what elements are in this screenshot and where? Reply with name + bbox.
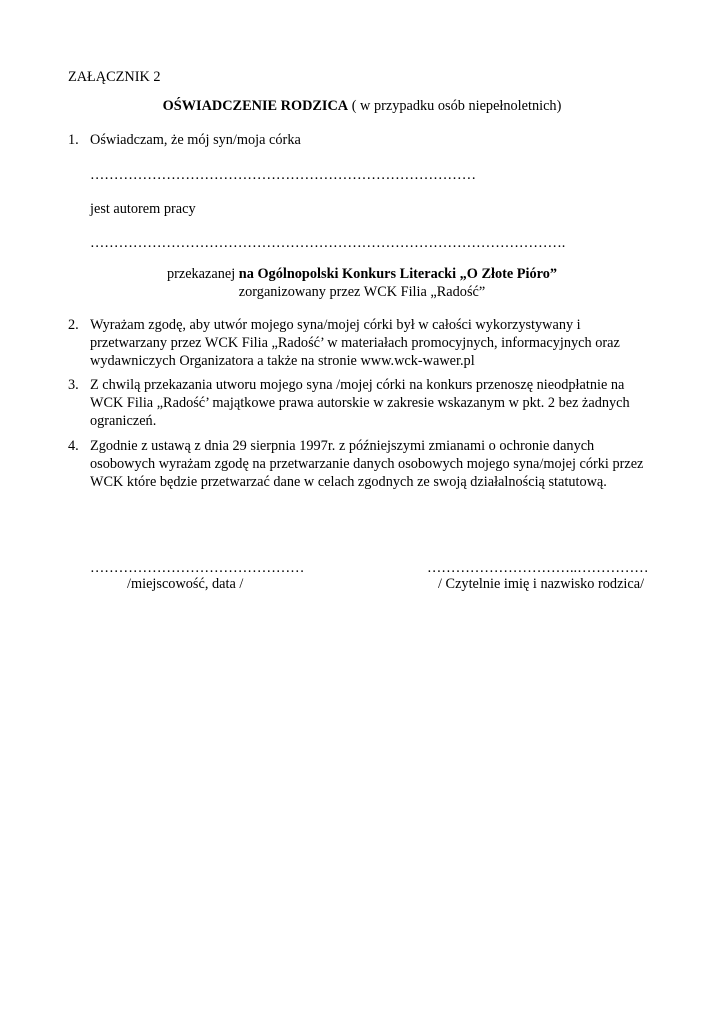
place-date-label: /miejscowość, data / — [127, 576, 244, 592]
item-4-number: 4. — [68, 438, 79, 454]
item-1-text: Oświadczam, że mój syn/moja córka — [90, 132, 301, 148]
item-4-text: Zgodnie z ustawą z dnia 29 sierpnia 1997r. z późniejszymi zmianami o ochronie danych osobowych wyrażam zgodę na przetwarzanie danych osobowych mojego syna/mojej córki przez WCK które będzie przetwarzać dane w celach zgodnych ze swoją działalnością statutową. — [90, 438, 644, 490]
item-3-text: Z chwilą przekazania utworu mojego syna /mojej córki na konkurs przenoszę nieodpłatnie na WCK Filia „Radość’ majątkowe prawa autorskie w zakresie wskazanym w pkt. 2 bez żadnych ograniczeń. — [90, 377, 630, 429]
parent-signature-line: …………………………..…………… — [427, 560, 649, 576]
work-title-line: ………………………………………………………………………………………. — [90, 235, 566, 251]
item-2-text: Wyrażam zgodę, aby utwór mojego syna/mojej córki był w całości wykorzystywany i przetwarzany przez WCK Filia „Radość’ w materiałach promocyjnych, informacyjnych oraz wydawniczych Organizatora a także na stronie www.wck-wawer.pl — [90, 317, 620, 369]
document-title — [0, 97, 724, 115]
item-1-number: 1. — [68, 132, 79, 148]
item-2-number: 2. — [68, 317, 79, 333]
item-3-number: 3. — [68, 377, 79, 393]
contest-name: na Ogólnopolski Konkurs Literacki „O Złote Pióro” — [238, 266, 558, 282]
title-note: ( w przypadku osób niepełnoletnich) — [348, 98, 562, 114]
attachment-label: ZAŁĄCZNIK 2 — [68, 69, 161, 85]
organizer-line: zorganizowany przez WCK Filia „Radość” — [238, 284, 486, 300]
title-bold: OŚWIADCZENIE RODZICA — [162, 98, 349, 114]
contest-prefix: przekazanej — [166, 266, 239, 282]
place-date-line: ……………………………………… — [90, 560, 305, 576]
author-text: jest autorem pracy — [90, 201, 196, 217]
child-name-line: ……………………………………………………………………… — [90, 167, 477, 183]
parent-signature-label: / Czytelnie imię i nazwisko rodzica/ — [438, 576, 645, 592]
contest-line — [0, 265, 724, 283]
